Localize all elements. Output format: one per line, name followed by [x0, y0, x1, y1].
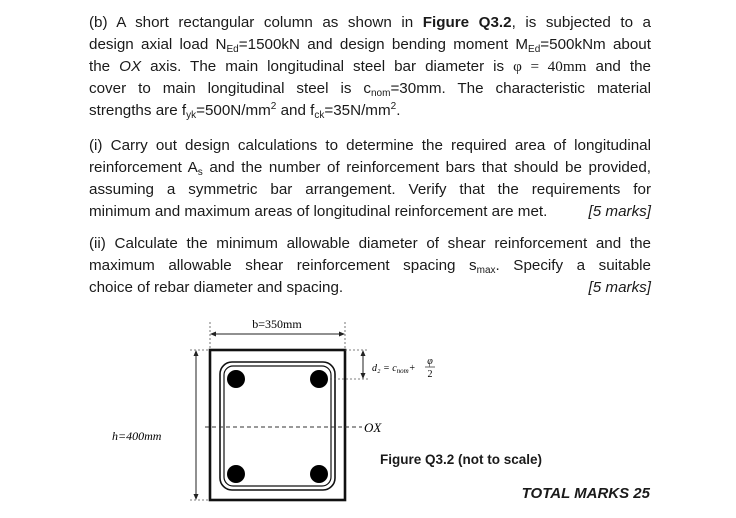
rebar-top-left [227, 370, 245, 388]
marks-i: [5 marks] [588, 203, 651, 220]
line-b5: strengths are $f_{yk}=500N/mm^2$ and $f_{ck}=35N/mm^2$. [89, 101, 401, 121]
total-marks: TOTAL MARKS 25 [521, 485, 650, 502]
line-i4: minimum and maximum areas of longitudinal reinforcement are met. [5 marks] [89, 201, 651, 223]
rebar-bottom-right [310, 465, 328, 483]
ox-axis-label: OX [364, 420, 382, 435]
line-ii2: maximum allowable shear reinforcement spacing $s_{max}$. Specify a suitable [89, 257, 651, 276]
marks-ii: [5 marks] [588, 279, 651, 296]
height-arrow-bottom [194, 494, 199, 500]
height-arrow-top [194, 350, 199, 356]
line-ii1: (ii) Calculate the minimum allowable diameter of shear reinforcement and the [89, 235, 651, 252]
line-b4: cover to main longitudinal steel is $c_{nom}=30mm$. The characteristic material [89, 80, 651, 99]
line-i1: (i) Carry out design calculations to determine the required area of longitudinal [89, 137, 651, 154]
rebar-bottom-left [227, 465, 245, 483]
line-b2: design axial load $N_{Ed}=1500kN$ and design bending moment $M_{Ed}=500kNm$ about [89, 36, 651, 55]
rebar-top-right [310, 370, 328, 388]
line-i3: assuming a symmetric bar arrangement. Verify that the requirements for [89, 181, 651, 198]
line-b3: the OX axis. The main longitudinal steel bar diameter is φ = 40mm and the [89, 58, 651, 75]
d2-arrow-top [361, 350, 366, 356]
d2-arrow-bottom [361, 373, 366, 379]
d2-label: $d_2 = c_{nom}+$ [372, 363, 416, 375]
width-arrow-right [339, 332, 345, 337]
figure-caption: Figure Q3.2 (not to scale) [380, 452, 543, 467]
d2-two: 2 [427, 369, 433, 380]
d2-phi: φ [427, 356, 433, 367]
line-ii3: choice of rebar diameter and spacing. [5 marks] [89, 277, 651, 299]
width-label: b=350mm [252, 317, 302, 331]
height-label: h=400mm [112, 429, 162, 443]
width-arrow-left [210, 332, 216, 337]
line-b1: (b) A short rectangular column as shown in Figure Q3.2, is subjected to a [89, 14, 651, 31]
line-i2: reinforcement $A_s$ and the number of reinforcement bars that should be provided, [89, 159, 651, 178]
figure-reference: Figure Q3.2 [422, 14, 512, 31]
